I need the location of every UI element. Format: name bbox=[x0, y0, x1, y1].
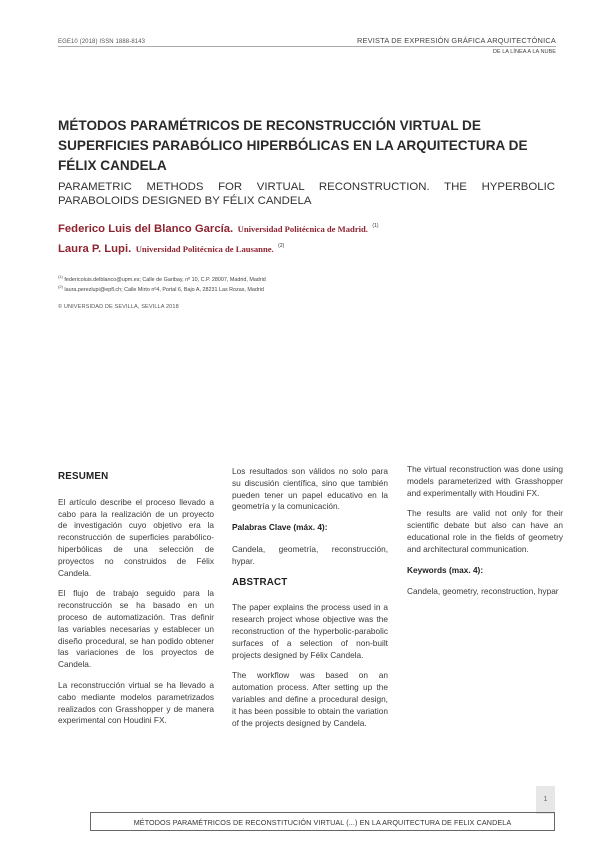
abstract-paragraph: The workflow was based on an automation process. After setting up the variables and define a procedural design, it has been possible to obtain the variation of the projects designed by Candela. bbox=[232, 670, 388, 728]
footnote-mark: (2) bbox=[58, 284, 63, 289]
paper-title-english: PARAMETRIC METHODS FOR VIRTUAL RECONSTRUCTION. THE HYPERBOLIC PARABOLOIDS DESIGNED BY FÉLIX CANDELA bbox=[58, 181, 555, 207]
journal-title: REVISTA DE EXPRESIÓN GRÁFICA ARQUITECTÓNICA bbox=[356, 36, 556, 45]
palabras-clave-label: Palabras Clave (máx. 4): bbox=[232, 522, 328, 533]
author-footnote bbox=[58, 284, 264, 293]
running-title: MÉTODOS PARAMÉTRICOS DE RECONSTITUCIÓN VIRTUAL (...) EN LA ARQUITECTURA DE FELIX CANDELA bbox=[133, 818, 512, 827]
footnote-text: laura.perezlupi@epfl.ch; Calle Mirto nº4, Portal 6, Bajo A, 28231 Las Rozas, Madrid bbox=[64, 287, 264, 293]
abstract-column bbox=[407, 464, 563, 607]
author-footnote bbox=[58, 274, 266, 283]
author-line bbox=[58, 219, 379, 237]
author-footnote-mark: (2) bbox=[278, 243, 285, 249]
author-affiliation: Universidad Politécnica de Lausanne. bbox=[135, 244, 274, 254]
abstract-paragraph: The results are valid not only for their scientific debate but also can have an educational role in the fields of geometry and architectural communication. bbox=[407, 508, 563, 554]
footnote-mark: (1) bbox=[58, 274, 63, 279]
paper-title: MÉTODOS PARAMÉTRICOS DE RECONSTRUCCIÓN VIRTUAL DE SUPERFICIES PARABÓLICO HIPERBÓLICAS EN LA ARQUITECTURA DE FÉLIX CANDELA bbox=[58, 118, 528, 173]
author-name: Federico Luis del Blanco García. bbox=[58, 223, 234, 235]
resumen-paragraph: La reconstrucción virtual se ha llevado a cabo mediante modelos parametrizados realizados con Grasshopper y de manera experimental con Houdini FX. bbox=[58, 679, 214, 726]
abstract-paragraph: The virtual reconstruction was done using models parameterized with Grasshopper and experimentally with Houdini FX. bbox=[407, 464, 563, 498]
resumen-heading: RESUMEN bbox=[58, 471, 109, 482]
palabras-clave: Candela, geometría, reconstrucción, hypar. bbox=[232, 543, 388, 566]
author-line bbox=[58, 239, 284, 257]
keywords: Candela, geometry, reconstruction, hypar bbox=[407, 586, 559, 597]
middle-column bbox=[232, 466, 388, 738]
journal-issn: EGE10 (2018) ISSN 1888-8143 bbox=[58, 39, 146, 45]
page-number: 1 bbox=[543, 796, 548, 803]
abstract-heading: ABSTRACT bbox=[232, 576, 288, 588]
resumen-paragraph: El artículo describe el proceso llevado a cabo para la realización de un proyecto de investigación cuyo objetivo era la reconstrucción de superficies parabólico-hiperbólicas de una selección de proyectos no construidos de Félix Candela. bbox=[58, 496, 214, 578]
author-name: Laura P. Lupi. bbox=[58, 243, 132, 255]
copyright: © UNIVERSIDAD DE SEVILLA, SEVILLA 2018 bbox=[58, 304, 179, 310]
resumen-paragraph: Los resultados son válidos no solo para su discusión científica, sino que también pueden tener un papel educativo en la geometría y la comunicación. bbox=[232, 466, 388, 512]
resumen-column bbox=[58, 466, 214, 736]
resumen-paragraph: El flujo de trabajo seguido para la reconstrucción se ha basado en un proceso de automatización. Tras definir las variables necesarias y establecer un diseño procedural, se han podido obtener las variaciones de los proyectos de Candela. bbox=[58, 588, 214, 670]
journal-subtitle: DE LA LÍNEA A LA NUBE bbox=[492, 49, 556, 55]
header-rule bbox=[58, 46, 556, 47]
author-affiliation: Universidad Politécnica de Madrid. bbox=[237, 224, 368, 234]
footnote-text: federicoluis.delblanco@upm.es; Calle de Garibay, nº 10, C.P. 28007, Madrid, Madrid bbox=[64, 277, 266, 283]
author-footnote-mark: (1) bbox=[372, 223, 379, 229]
keywords-label: Keywords (max. 4): bbox=[407, 564, 484, 575]
abstract-paragraph: The paper explains the process used in a research project whose objective was the reconstruction of the hyperbolic-parabolic surfaces of a selection of non-built projects designed by Félix Candela. bbox=[232, 602, 388, 660]
